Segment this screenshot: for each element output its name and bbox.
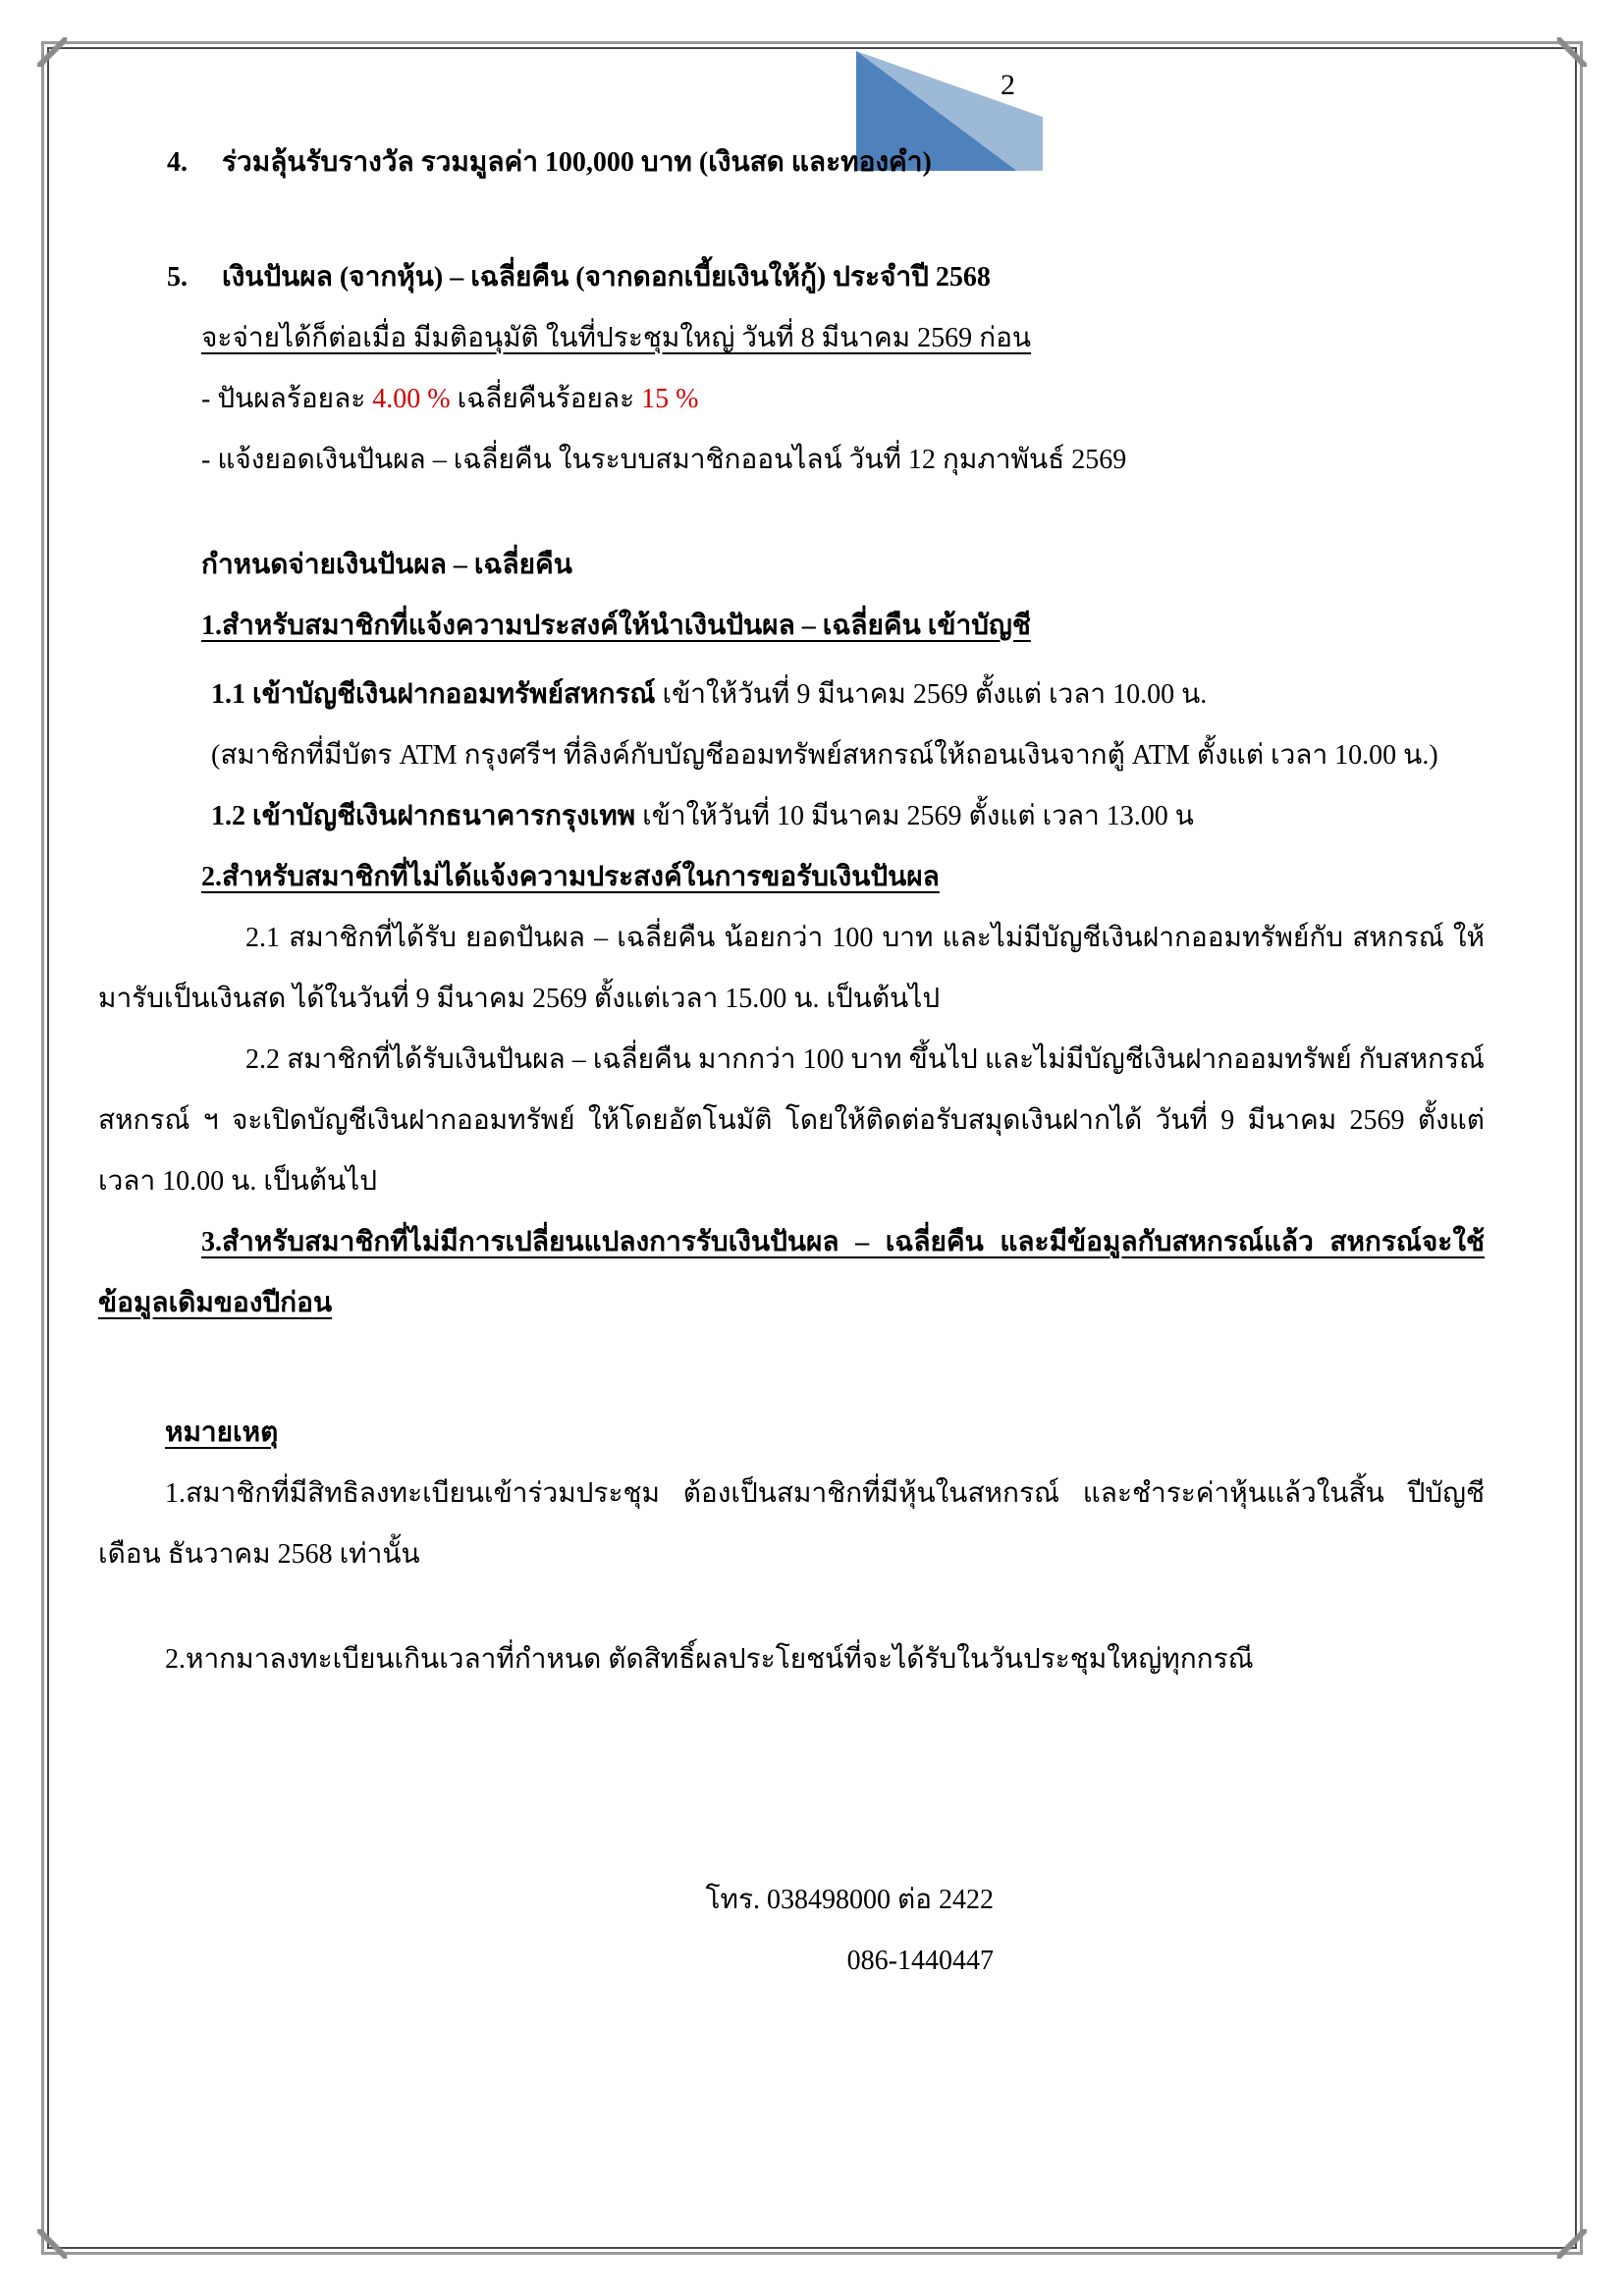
corner-ornament-bottom-right — [1557, 2229, 1587, 2259]
approval-condition-line: จะจ่ายได้ก็ต่อเมื่อ มีมติอนุมัติ ในที่ประชุมใหญ่ วันที่ 8 มีนาคม 2569 ก่อน — [201, 323, 1032, 353]
rebate-rate-value: 15 % — [641, 384, 699, 414]
schedule-heading: กำหนดจ่ายเงินปันผล – เฉลี่ยคืน — [201, 550, 572, 580]
list-item-4 — [98, 133, 1485, 193]
section-1-2-label: 1.2 เข้าบัญชีเงินฝากธนาคารกรุงเทพ — [211, 801, 636, 831]
corner-ornament-bottom-left — [37, 2229, 67, 2259]
contact-block — [0, 1870, 994, 1992]
corner-ornament-top-right — [1557, 37, 1587, 67]
dividend-rate-value: 4.00 % — [372, 384, 451, 414]
section-2-2-paragraph: 2.2 สมาชิกที่ได้รับเงินปันผล – เฉลี่ยคืน มากกว่า 100 บาท ขึ้นไป และไม่มีบัญชีเงินฝากออมทรัพย์ กับสหกรณ์ สหกรณ์ ฯ จะเปิดบัญชีเงินฝากออมทรัพย์ ให้โดยอัตโนมัติ โดยให้ติดต่อรับสมุดเงินฝากได้ วันที่ 9 มีนาคม 2569 ตั้งแต่ เวลา 10.00 น. เป็นต้นไป — [98, 1044, 1485, 1197]
rate-line — [98, 369, 1485, 430]
item-4-text: ร่วมลุ้นรับรางวัล รวมมูลค่า 100,000 บาท (เงินสด และทองคำ) — [222, 147, 932, 178]
document-content — [98, 133, 1485, 1690]
section-3-heading: 3.สำหรับสมาชิกที่ไม่มีการเปลี่ยนแปลงการรับเงินปันผล – เฉลี่ยคืน และมีข้อมูลกับสหกรณ์แล้ว สหกรณ์จะใช้ข้อมูลเดิมของปีก่อน — [98, 1227, 1485, 1318]
note-2-paragraph: 2.หากมาลงทะเบียนเกินเวลาที่กำหนด ตัดสิทธิ์ผลประโยชน์ที่จะได้รับในวันประชุมใหญ่ทุกกรณี — [165, 1644, 1254, 1675]
list-item-5 — [98, 247, 1485, 308]
page-number: 2 — [1001, 69, 1015, 101]
section-1-2-line — [98, 786, 1485, 847]
item-5-number: 5. — [167, 262, 188, 293]
rate-mid: เฉลี่ยคืนร้อยละ — [450, 384, 642, 414]
item-4-number: 4. — [167, 147, 188, 178]
corner-ornament-top-left — [37, 37, 67, 67]
rate-prefix: - ปันผลร้อยละ — [201, 384, 373, 414]
notes-heading: หมายเหตุ — [165, 1417, 279, 1448]
section-2-heading: 2.สำหรับสมาชิกที่ไม่ได้แจ้งความประสงค์ในการขอรับเงินปันผล — [201, 862, 940, 892]
section-2-1-paragraph: 2.1 สมาชิกที่ได้รับ ยอดปันผล – เฉลี่ยคืน น้อยกว่า 100 บาท และไม่มีบัญชีเงินฝากออมทรัพย์กับ สหกรณ์ ให้มารับเป็นเงินสด ได้ในวันที่ 9 มีนาคม 2569 ตั้งแต่เวลา 15.00 น. เป็นต้นไป — [98, 923, 1485, 1014]
online-announce-line: - แจ้งยอดเงินปันผล – เฉลี่ยคืน ในระบบสมาชิกออนไลน์ วันที่ 12 กุมภาพันธ์ 2569 — [201, 445, 1127, 475]
mobile-line: 086-1440447 — [846, 1946, 994, 1976]
section-1-1-line — [98, 665, 1485, 725]
section-1-1-label: 1.1 เข้าบัญชีเงินฝากออมทรัพย์สหกรณ์ — [211, 679, 656, 710]
item-5-text: เงินปันผล (จากหุ้น) – เฉลี่ยคืน (จากดอกเบี้ยเงินให้กู้) ประจำปี 2568 — [222, 262, 991, 293]
atm-note-paragraph: (สมาชิกที่มีบัตร ATM กรุงศรีฯ ที่ลิงค์กับบัญชีออมทรัพย์สหกรณ์ให้ถอนเงินจากตู้ ATM ตั้งแต่ เวลา 10.00 น.) — [211, 740, 1438, 771]
section-1-heading: 1.สำหรับสมาชิกที่แจ้งความประสงค์ให้นำเงินปันผล – เฉลี่ยคืน เข้าบัญชี — [201, 611, 1031, 641]
section-1-1-detail: เข้าให้วันที่ 9 มีนาคม 2569 ตั้งแต่ เวลา 10.00 น. — [655, 679, 1208, 710]
note-1-paragraph: 1.สมาชิกที่มีสิทธิลงทะเบียนเข้าร่วมประชุม ต้องเป็นสมาชิกที่มีหุ้นในสหกรณ์ และชำระค่าหุ้นแล้วในสิ้น ปีบัญชี เดือน ธันวาคม 2568 เท่านั้น — [98, 1478, 1485, 1570]
phone-line: โทร. 038498000 ต่อ 2422 — [705, 1885, 994, 1915]
section-1-2-detail: เข้าให้วันที่ 10 มีนาคม 2569 ตั้งแต่ เวลา 13.00 น — [635, 801, 1194, 831]
